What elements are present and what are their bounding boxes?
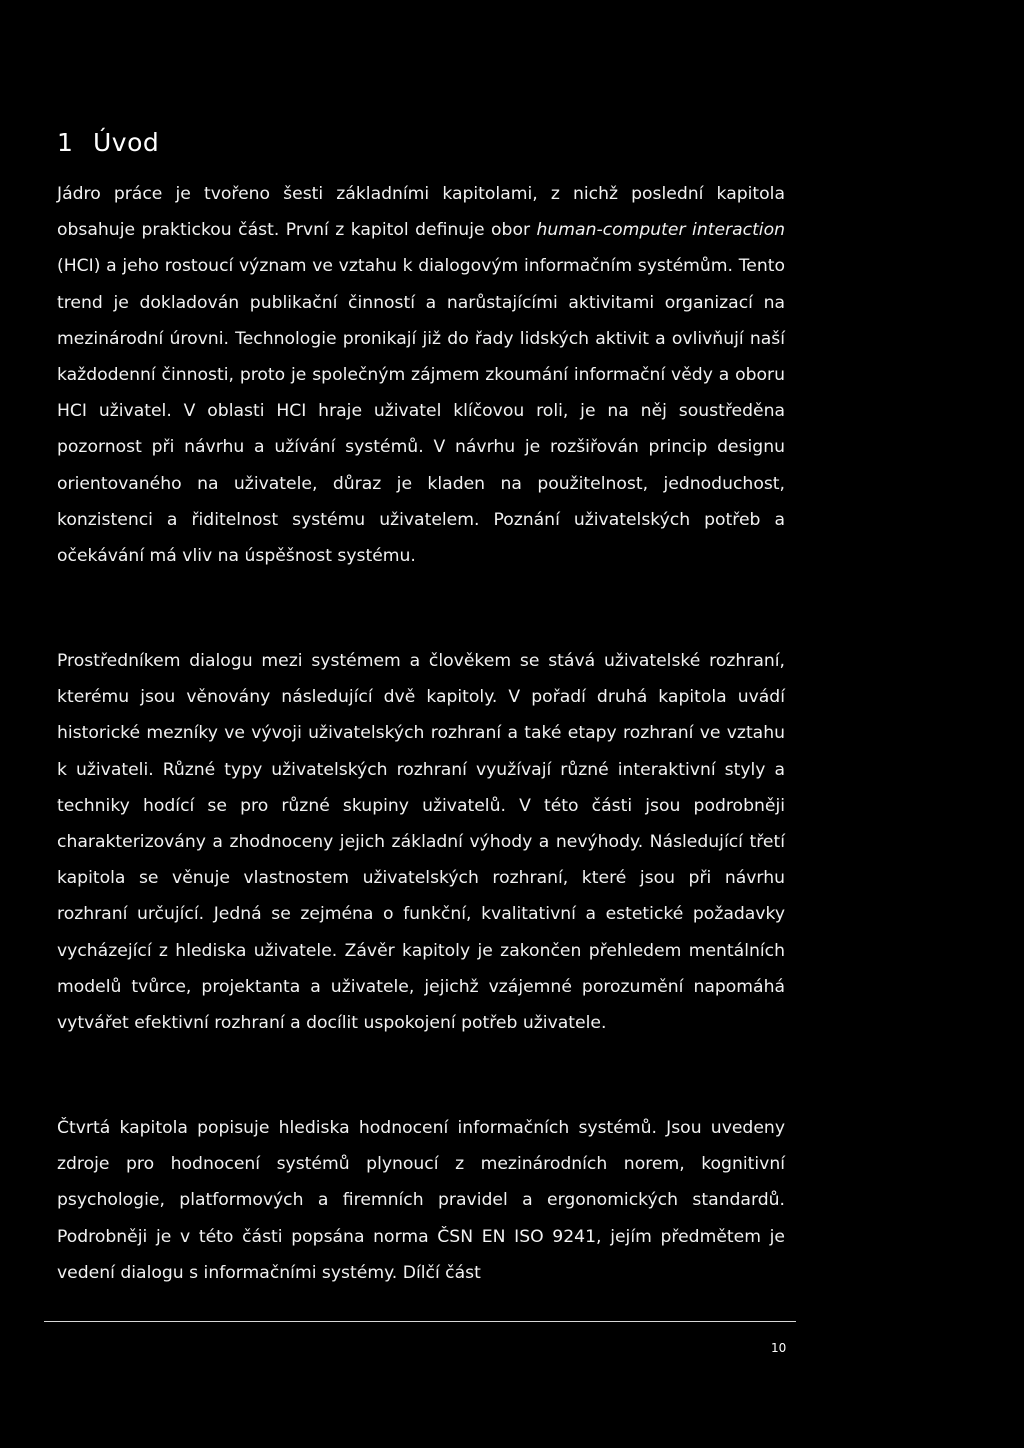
paragraph-intro [57, 176, 785, 574]
paragraph-intro-italic-term: human-computer interaction [536, 220, 785, 241]
chapter-title: Úvod [93, 128, 160, 157]
paragraph-interface: Prostředníkem dialogu mezi systémem a člověkem se stává uživatelské rozhraní, kterému jsou věnovány následující dvě kapitoly. V pořadí druhá kapitola uvádí historické mezníky ve vývoji uživatelských rozhraní a také etapy rozhraní ve vztahu k uživateli. Různé typy uživatelských rozhraní využívají různé interaktivní styly a techniky hodící se pro různé skupiny uživatelů. V této části jsou podrobněji charakterizovány a zhodnoceny jejich základní výhody a nevýhody. Následující třetí kapitola se věnuje vlastnostem uživatelských rozhraní, které jsou při návrhu rozhraní určující. Jedná se zejména o funkční, kvalitativní a estetické požadavky vycházející z hlediska uživatele. Závěr kapitoly je zakončen přehledem mentálních modelů tvůrce, projektanta a uživatele, jejichž vzájemné porozumění napomáhá vytvářet efektivní rozhraní a docílit uspokojení potřeb uživatele. [57, 651, 785, 1034]
page-number: 10 [771, 1341, 787, 1355]
paragraph-intro-text-a: Jádro práce je tvořeno šesti základními kapitolami, z nichž poslední kapitola obsahuje praktickou část. První z kapitol definuje obor [57, 184, 785, 241]
footer-divider [44, 1321, 796, 1322]
paragraph-intro-text-b: (HCI) a jeho rostoucí význam ve vztahu k dialogovým informačním systémům. Tento trend je dokladován publikační činností a narůstajícími aktivitami organizací na mezinárodní úrovni. Technologie pronikají již do řady lidských aktivit a ovlivňují naší každodenní činnosti, proto je společným zájmem zkoumání informační vědy a oboru HCI uživatel. V oblasti HCI hraje uživatel klíčovou roli, je na něj soustředěna pozornost při návrhu a užívání systémů. V návrhu je rozšiřován princip designu orientovaného na uživatele, důraz je kladen na použitelnost, jednoduchost, konzistenci a řiditelnost systému uživatelem. Poznání uživatelských potřeb a očekávání má vliv na úspěšnost systému. [57, 256, 785, 567]
paragraph-evaluation: Čtvrtá kapitola popisuje hlediska hodnocení informačních systémů. Jsou uvedeny zdroje pro hodnocení systémů plynoucí z mezinárodních norem, kognitivní psychologie, platformových a firemních pravidel a ergonomických standardů. Podrobněji je v této části popsána norma ČSN EN ISO 9241, jejím předmětem je vedení dialogu s informačními systémy. Dílčí část [57, 1118, 785, 1283]
chapter-heading [57, 128, 159, 157]
chapter-number: 1 [57, 128, 74, 157]
